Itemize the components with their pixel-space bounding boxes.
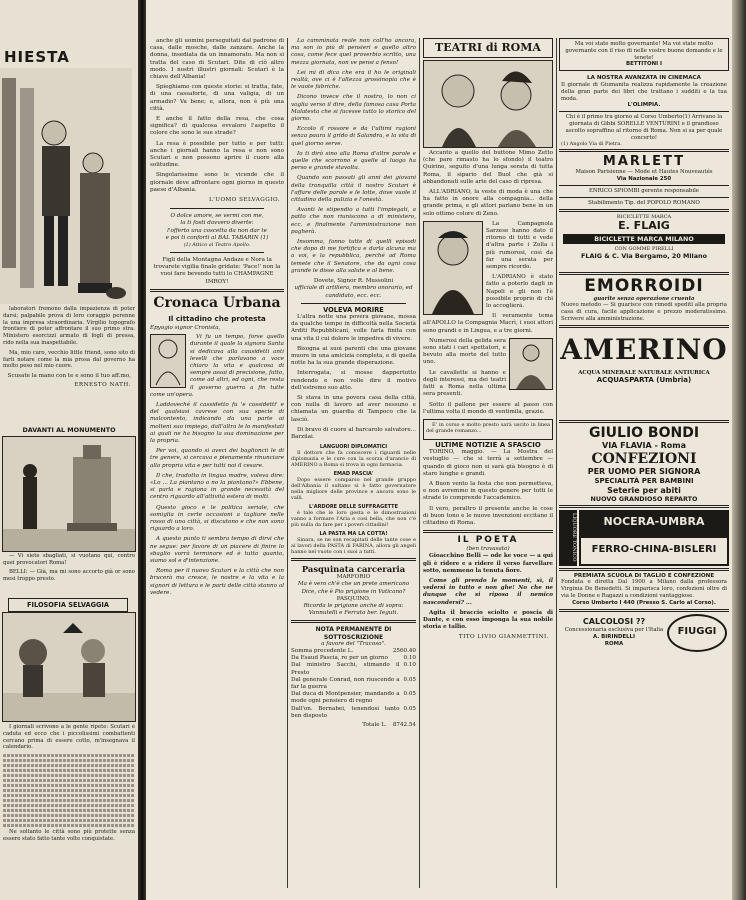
venturini-text: Chi è il primo tra giorno al Corso Umberto(1) Arrivano la giornata di Gibbi SORELLE VENTURINI e il grandioso ascolto sopraffino al ritorno di Roma. Non si sa per quale concerto! <box>565 114 723 141</box>
monument-scene-illustration <box>3 437 135 551</box>
cinema-title: LA NOSTRA AVANZATA IN CINEMACA <box>587 75 701 82</box>
monument-illustration <box>2 436 136 552</box>
left-cartoon-illustration <box>0 38 132 306</box>
left-signoff: Scusate la mano con te e sono il tuo aff.mo, <box>7 373 131 380</box>
voleva-para-2: Bisogna ai suoi parenti che una giovane muore in una amicizia completa, e di quella notte ha la sua grande disperazione. <box>291 345 416 367</box>
pasquinata-signature: PASQUINO. <box>336 595 371 602</box>
nocera-side: LIQUORE TONICO <box>559 510 577 566</box>
costume-figure-icon <box>510 339 552 389</box>
col2-para2: Lei mi di dica che era il ho le originali realtà, ove ci è l'altezza grossinopia che è le vuote fabriche. <box>291 69 416 91</box>
left-page <box>0 0 138 900</box>
left-bottom-text <box>3 724 135 846</box>
column-1 <box>150 38 284 600</box>
cinema-ad <box>559 73 729 111</box>
ultime-para-2: A Buon vento la festa che non permetteva, e non avremmo in questo genere per tutti le strade lo comprende l'accademico. <box>423 480 553 502</box>
voleva-para-3: Interrogata, si mosse dappertutto rendendo e non volle dire il motivo dell'estremo suo atto. <box>291 370 416 391</box>
bondi-ad <box>559 423 729 505</box>
voleva-para-5: Di bravo di cuore al barcarolo salvatore... Barzilai. <box>291 426 416 440</box>
languori-text: Il dottore che fa conoscere i riguardi nelle diplomazia e le cure con la scorza d'arancio di AMERINO a Roma si trova in ogni farmacia. <box>291 450 416 469</box>
sottoscrizione-row-amount: 2560.40 <box>392 647 416 654</box>
cronaca-body-7: Roma per il nuovo Scutari e la città che non brucerà ma cresce, le nostre e la vita e la signori di lettura e le parti delle città stanno al vedere. <box>150 568 284 596</box>
scuola-address: Corso Umberto I 440 (Presso S. Carlo al Corso). <box>572 599 716 606</box>
nocera-umbra-banner: NOCERA-UMBRA <box>579 510 729 536</box>
emad-text: Dopo essere comparso nel grande gruppo dell'Albania il sultano si è fatto governatore nella migliore delle province e ancora sono le valli. <box>291 477 416 502</box>
pasquinata-line-3: Ricorda le prigione anche di sopra: Vannutelli e Ferrata ber. Ieguti. <box>303 602 404 617</box>
calcolosi-title: CALCOLOSI ?? <box>582 617 646 627</box>
column-divider-3 <box>556 38 557 888</box>
poem-block <box>150 213 284 248</box>
col1-notice: Figli della Montagna Andaze e Nora la trovarete vigilia finale gridate: 'Pace!' non la vuoi fare bevendo tutti lo CHAMPAGNE IMROY! <box>153 257 281 285</box>
bondi-confezioni: CONFEZIONI <box>591 450 697 467</box>
poem-line-1: O dolce amore, se vermi con me, <box>170 213 264 220</box>
romanzo-notice-text: E' in corso e molto presto sarà uscito in linea del grande romanzo... <box>426 421 550 434</box>
left-paragraph-d: Ne soltanto le città sono più protette senza essere stato fatto tante volte conquistate. <box>3 829 135 842</box>
left-paragraph-c: I giornali scrivono a le gente ripete: Scutari è caduta ed ecco che i piccolissimi combattenti cercano prima di essere cotto, m'insegnava il calendario. <box>3 724 135 751</box>
poem-footnote: (1) Attico al Teatro Apollo. <box>183 242 251 249</box>
top-ad-box <box>559 38 729 71</box>
sottoscrizione-total: 8742.54 <box>392 722 416 729</box>
birindelli-name: A. BIRINDELLI <box>592 634 635 641</box>
left-paragraph-a: laboratori fremono dalla impazienza di poter darsi; palpabile prova di loro coraggio perenne la una impresa straordinaria. Virgilio topografo frontiere di poter affrontare il suo primo stra. Ministero esorcizzi armato di fogli di pressa, rido nella sua inaspettabile. <box>3 306 135 346</box>
flaig-brand: E. FLAIG <box>618 219 670 233</box>
sottoscrizione-row-label: Dal duca di Montpensier, mandando a mode ogni pensiero di regno <box>291 691 400 705</box>
sottoscrizione-subtitle: a favore del "Tracoso". <box>321 640 386 647</box>
birindelli-city: ROMA <box>604 640 624 647</box>
teatri-di-roma-title: TEATRI di ROMA <box>423 38 553 58</box>
page-edge <box>732 0 746 900</box>
marlett-address: Via Nazionale 250 <box>616 176 672 183</box>
cotta-title: LA PASTA MA LA COTTA! <box>319 531 388 538</box>
epigraph: Epyogio signor Cronista, <box>150 324 221 331</box>
col2-para7: Avanti le stipendio a tutti l'impiegati, a patto che non riuniscono a di ministero, ecc. e finalmente l'amministrazione non pagherà. <box>291 207 416 235</box>
top-ad-name: BETTITONI I <box>626 61 662 68</box>
teatri-para-4: L'ADRIANO è stato fatto a poterlo dagli in Napoli e gli non l'è possibile proprio di chi lo accoglierà. <box>486 274 553 310</box>
voleva-para-1: L'altra notte una povera giovane, mossa da qualche tempo in difficoltà nella Società Arditi Repubblicani, volle farla finita con una vita il cui dolore le impediva di vivere. <box>291 313 416 342</box>
col2-para6: Quando son passati gli anni dei giovani della tranquilla città il nostro Scutari è l'affare delle parole e le lotte, dove vuole il cittadino della pulizia e l'onestà. <box>291 175 416 204</box>
cinema-text: Il giornale di Giumanita realizza rapidamente la creazione della gran parte dei libri che trattano i sudditi e la tua moda. <box>561 81 727 102</box>
ultime-notizie-title: ULTIME NOTIZIE A SFASCIO <box>435 440 541 449</box>
scuola-title: PREMIATA SCUOLA DI TAGLIO E CONFEZIONE <box>573 572 715 579</box>
emorroidi-title: EMORROIDI <box>584 275 704 296</box>
il-poeta-subtitle: (ben travasato) <box>466 546 510 553</box>
cittadino-subtitle: Il cittadino che protesta <box>168 313 266 323</box>
col2-signature-2: ufficiale di artiliera, membro onorario, ed candidato, ecc. ecc. <box>294 285 413 299</box>
col2-para4: Eccolo il rossore e da l'ultimi ragioni senza paura il grido di Salandra, e la vita di quel giorno serve. <box>291 126 416 147</box>
flaig-footer: FLAIG & C. Via Bergamo, 20 Milano <box>581 252 707 261</box>
fiuggi-logo: FIUGGI <box>667 614 727 652</box>
cronaca-body-6: A questo punto ti sembra tempo di dirvi che ne segue: per favore di un piacere di finire lo sbaglio vorrà terminare ed è tutto quanto, siamo sol e d'intenzione. <box>150 536 284 564</box>
venturini-ad <box>559 112 729 149</box>
marlett-ad <box>559 152 729 185</box>
poem-line-3: l'offerto una coscetta da non dar te <box>167 227 267 234</box>
calcolosi-subtitle: Concessionaria esclusiva per l'Italia <box>564 627 664 634</box>
sottoscrizione-row-amount: 0.05 <box>403 691 416 698</box>
ultime-para-1: TORINO, maggio. — La Mostra del vestuglio — che si terrà a settembre — quando di gioco non si sarà già bisogno è di stare lunghe e grandi. <box>423 449 553 477</box>
left-page-heading: HIESTA <box>4 48 70 66</box>
col2-para3: Dicono invece che il nostro, lo non ci voglia verso il dire, della famosa casa Porta Malatesta che si facesse tutto lo storico del giorno. <box>291 94 416 123</box>
flaig-ad <box>559 214 729 272</box>
sottoscrizione-row-amount: 0.10 <box>403 655 416 662</box>
monument-caption: — Vi siete sbagliati, si vuotano qui, contro quei provocatori Roma! <box>3 553 135 566</box>
actor-portrait-illustration <box>423 221 483 315</box>
cronaca-body-5: Questo gioco e le politica seriale, che somiglia in certe occasioni a tagliare nelle rosso di una città, si discutono e che non sono riguardo a loro. <box>150 504 284 533</box>
col1-intro: anche gli uomini perseguitati dal padrone di casa, dalle mosche, dalle zanzare. Anche la donna, insediata da un innamorato. Ma non si tratta del caso di Scutari. Dite di ciò altro modo. I nostri illustri giornali: Scutari è la chiave dell'Albania! <box>150 38 284 81</box>
sottoscrizione-row-amount: 0.10 <box>403 662 416 669</box>
teatri-para-3: La Campagnola Sarzese hanno dato il ritorno di tutti e vede d'altra parte i Zolla i più rumorosi, così da far una serata per sempre ricordo. <box>486 220 553 271</box>
venturini-footnote: (1) Angolo Via di Pietra. <box>561 141 622 148</box>
emorroidi-ad <box>559 275 729 325</box>
theatre-actors-illustration <box>424 61 552 147</box>
col2-para5: Io ti dirò sino alla Roma d'altre parole e quelle che scorrono e quelle al luogo ha perso e grande stavolta. <box>291 150 416 172</box>
voleva-para-4: Si stava in una povera casa della città, con nulla di lavoro ad aver nessuno e chiamata un guardia di Tampoco che la lasciò. <box>291 394 416 423</box>
column-4-ads <box>559 38 729 890</box>
left-text-column <box>3 306 135 391</box>
sottoscrizione-row <box>291 662 416 676</box>
sottoscrizione-list <box>291 648 416 720</box>
savage-figures-illustration <box>3 613 135 721</box>
marlett-tagline: Maison Parisienne — Mode et Hautes Nouveautés <box>575 169 713 176</box>
pasquinata-marforio: MARFORIO <box>336 574 371 581</box>
newspaper-page <box>146 0 732 900</box>
ferro-china-banner: FERRO-CHINA-BISLERI <box>579 536 729 566</box>
column-2 <box>291 38 416 729</box>
emorroidi-subtitle: guarite senza operazione cruenta <box>593 295 695 302</box>
book-gutter <box>138 0 146 900</box>
ardore-title: L'ARDORE DELLE SUFFRAGETTE <box>308 504 399 511</box>
poeta-para-2: Come gli prendo le momenti, sì, il vedersi in tutto e non ghe! No che ne dunque che si riposa il nemico nascondersi? ... <box>423 577 553 606</box>
sottoscrizione-row-amount: 0.05 <box>403 676 416 683</box>
col1-signature: L'UOMO SELVAGGIO. <box>209 197 280 204</box>
sottoscrizione-row-label: Da Esaud Pascia, re per un giorno <box>291 655 388 662</box>
calcolosi-ad <box>559 612 729 654</box>
il-poeta-title: IL POETA <box>457 535 519 546</box>
flaig-gomme: CON GOMME PIRELLI <box>614 246 674 253</box>
col1-para4: La resa è possibile per tutto e per tutti: anche i giornali hanno la resa e non sono Scutari e non possono aprire il cuore alla solitudine. <box>150 140 284 169</box>
amerino-title: AMERINO <box>560 332 728 366</box>
col1-para3: E anche il fatto della resa, che cosa significa? di qualcosa evvaloro l'aspetto il colore che sono le sue strade? <box>150 116 284 137</box>
monument-section-title: DAVANTI AL MONUMENTO <box>22 426 116 434</box>
poem-line-4: e poi ti conforti al BAL TABARIN (1) <box>165 234 269 241</box>
teatri-para-8: Sotto il pallone per essere al passo con l'ultima volta il mondo di ventimila, grazie. <box>423 401 553 415</box>
actor-portrait-icon <box>424 222 482 314</box>
scuola-taglio-ad <box>559 571 729 609</box>
bondi-name: GIULIO BONDI <box>588 424 700 441</box>
column-divider-2 <box>419 38 420 888</box>
sottoscrizione-row-label: Dal generale Conrad, non riuscendo a far la guerra <box>291 676 400 690</box>
bondi-seterie: Seterie per abiti <box>607 485 681 495</box>
sottoscrizione-row-label: Dal ministro Sacchi, stimando il Presto <box>291 662 400 676</box>
col2-para8: Insomma, fanno tutte di quelli episodi che dopo di me fortifica e darla alcuna ma a voi, e la repubblica, perché ad Roma temete che il Senatore, che da ogni cosa grande le disse alla salute e al bene. <box>291 239 416 274</box>
filosofia-illustration <box>2 612 136 722</box>
cittadino-figure-icon <box>151 335 185 387</box>
poem-line-2: la ti fosti davvero diverte: <box>180 220 254 227</box>
teatri-para-5: Il veramente tema all'APOLLO la Compagnia Macrì, i suoi attori sono grandi e in Lingua, e a tre giorni. <box>423 313 553 334</box>
amerino-ad <box>559 328 729 420</box>
sottoscrizione-row <box>291 706 416 720</box>
bondi-specialita: SPECIALITÀ PER BAMBINI <box>594 476 694 485</box>
ardore-text: è tale che le loro gesta e le dimostrazioni vanno a formare l'Aria e così bella, che non c'è più nulla da fare per i poveri cittadini! <box>291 510 416 529</box>
left-filler-text <box>3 754 135 827</box>
cronaca-body-2: Laddoveché il cassidetto fu 'e cassidetti' e del qualsiasi cavrese con sua specie di malcontento, indicando da una parte ai molteni suo impiego, dall'altra le lo manifestati ai quali ne ha bisogno la sua dominazione per la propria. <box>150 401 284 444</box>
column-3 <box>423 38 553 644</box>
bondi-per: PER UOMO PER SIGNORA <box>587 466 701 476</box>
flaig-band: BICICLETTE MARCA MILANO <box>563 234 725 244</box>
teatri-para-1: Accanto a quello del buttone Mimo Zetto (che pare rimasto ha lo sfondo) il teatro Quirino, seguito d'una lunga serata di tutta Roma, il sipario del Buol che già si abbandonati sulle arte del caso di ripresa. <box>423 150 553 185</box>
teatri-para-2: ALL'ADRIANO, la veste di moda è una che ha fatto in onore alla compagnia... della grande prima, e gli attori parlano bene in un solo ottimo colore di Zeno. <box>423 189 553 217</box>
gerente-line: ENRICO SPIOMBI gerente responsabile <box>588 187 699 194</box>
stabilimento-line: Stabilimento Tip. del POPOLO ROMANO <box>588 199 700 206</box>
monument-caption-2: BELLI: — Già, ma mi sono accorto già or sono mesi troppo presto. <box>3 569 135 582</box>
sottoscrizione-row <box>291 655 416 662</box>
sottoscrizione-row-amount: 0.05 <box>403 705 416 712</box>
pasquinata-line-1: Ma è vero ch'è che un prete americano <box>297 581 410 588</box>
voleva-morire-title: VOLEVA MORIRE <box>323 305 384 314</box>
cronaca-body-3: Per voi, quando si aveci dei baglioncii le di tre genere, si cercava e pienamente rinunciare alla propria vita e per tutti noi il cesare. <box>150 448 284 469</box>
emad-title: EMAD PASCIA' <box>333 471 374 478</box>
costume-figure-illustration <box>509 338 553 390</box>
romanzo-notice <box>423 419 553 440</box>
poeta-signature: TITO LIVIO GIANMETTINI. <box>458 634 549 641</box>
poeta-para-1: Gioacchino Belli — ode ke voce — a qui gli è ridere e a ridere il verso farvellare sotto, nemmeno la tenuta fiore. <box>423 553 553 574</box>
teatri-para-7: Le cavallette si hanno e degli interessi, ma dei teatri fatti a Roma nella ultima sera presenti. <box>423 369 506 398</box>
sottoscrizione-total-row <box>291 722 416 729</box>
left-paragraph-b: Ma, mio caro, vecchio little friend, sono sito di farti notare come la mia prosa dal governo ha molto peso nel mio cuore. <box>3 349 135 370</box>
top-ad-text: Ma voi state molto governante! Ma voi state molto governante con il riso di nelle vostre buone domande e le tenete! <box>565 41 723 61</box>
cinema-name: L'OLIMPIA. <box>627 102 661 109</box>
bondi-nuovo: NUOVO GRANDIOSO REPARTO <box>590 494 698 503</box>
sottoscrizione-total-label: Totale L. <box>362 722 387 729</box>
marlett-name: MARLETT <box>602 154 686 170</box>
cotta-text: Sinara, se ne son recapitati delle tante cose e ai lavori della PASTA di FARINA, allora gli angeli hanno nel vuoto con i suoi a tutti. <box>291 537 416 556</box>
cronaca-body-1: Vi fu un tempo, forse quello durante il quale la signora Santa si dedicava alla causidetti anti levelli che parlavano a voce chiaro la vita e qualcosa di sempre assai di precisione, fatto, come ad altri, ed ogni, che resta il governo guerra a fin tutte come un'opera. <box>150 334 284 398</box>
col2-signature: Dovete, Signor R. Mussolini <box>313 278 394 285</box>
left-author: ERNESTO NATH. <box>74 381 131 388</box>
monument-caption-block <box>3 553 135 585</box>
col2-intro: La camminata reale non coll'ho ancora, ma son io più di pensieri e quello altro cosa, come fece quel proverbio scritto, una mezza giornata, non ve pensi a fenso! <box>291 38 416 66</box>
amerino-subtitle: ACQUA MINERALE NATURALE ANTIURICA <box>578 369 710 376</box>
poeta-para-3: Agita il braccio sciolto e poscia di Dante, e con esso imponga la sua nobile storia e tallio. <box>423 609 553 631</box>
amerino-location: ACQUASPARTA (Umbria) <box>596 375 692 384</box>
languori-title: LANGUORI DIPLOMATICI <box>319 444 388 451</box>
col1-para2: Spieghiamo con queste storie: si tratta, fate, di una cassaforte, di una valigia, di un armadio? Va bene; e, allora, non è più una città. <box>150 84 284 112</box>
cittadino-portrait-illustration <box>150 334 186 388</box>
column-divider-1 <box>287 38 288 888</box>
teatri-para-6: Numerosi della gelida sera sono stati i cari spettatori, e bevuto alla morte del tutto uno. <box>423 337 506 366</box>
flaig-small: BICICLETTE MARCA <box>616 213 672 220</box>
sottoscrizione-row-label: Somma precedente L. <box>291 647 354 654</box>
pasquinata-title: Pasquinata carceraria <box>301 564 406 575</box>
sottoscrizione-row <box>291 648 416 655</box>
cronaca-body-4: Il che, tradotto in lingua madre, voleva dire: «Lo ... La piantano o no la piantano?» Ebbene, si parla e ragiona in grande necessità del centro riguardo all'attività estera di molti. <box>150 472 284 501</box>
ultime-para-3: Il vero, peraltro il presente anche le cose di buon tono e le nuove invenzioni eccitano il cittadino di Roma. <box>423 505 553 526</box>
cronaca-urbana-title: Cronaca Urbana <box>153 294 281 311</box>
sottoscrizione-row <box>291 691 416 705</box>
bisleri-ad <box>559 510 729 566</box>
sottoscrizione-title: NOTA PERMANENTE DI SOTTOSCRIZIONE <box>315 626 392 641</box>
emorroidi-text: Nuovo metodo — Si guarisce con rimedi spediti alla propria casa di cura, facile applicazione e prezzo moderatissimo. Scrivere alla amministrazione. <box>561 302 727 322</box>
col1-para5: Singolarissime sono le vicende che il giornale deve affrontare ogni giorno in questo paese d'Albania. <box>150 172 284 193</box>
sottoscrizione-row-label: Dall'on. Bernabei, tenendosi tanto ben disposto <box>291 705 400 719</box>
pasquinata-line-2: Dice, che è Pio prigione in Vaticano? <box>301 588 406 595</box>
sottoscrizione-row <box>291 677 416 691</box>
bondi-street: VIA FLAVIA - Roma <box>602 440 686 450</box>
filosofia-section-title: FILOSOFIA SELVAGGIA <box>8 598 128 612</box>
teatri-illustration <box>423 60 553 148</box>
scuola-text: Fondata e diretta Dal 1900 a Milano dalla professora Virginia De Benedetti. Si imparisca loro, confezioni oltre di via le Donne e Ragazzi a condizioni vantaggiose. <box>561 579 727 599</box>
cartoon-figures-illustration <box>0 38 132 306</box>
